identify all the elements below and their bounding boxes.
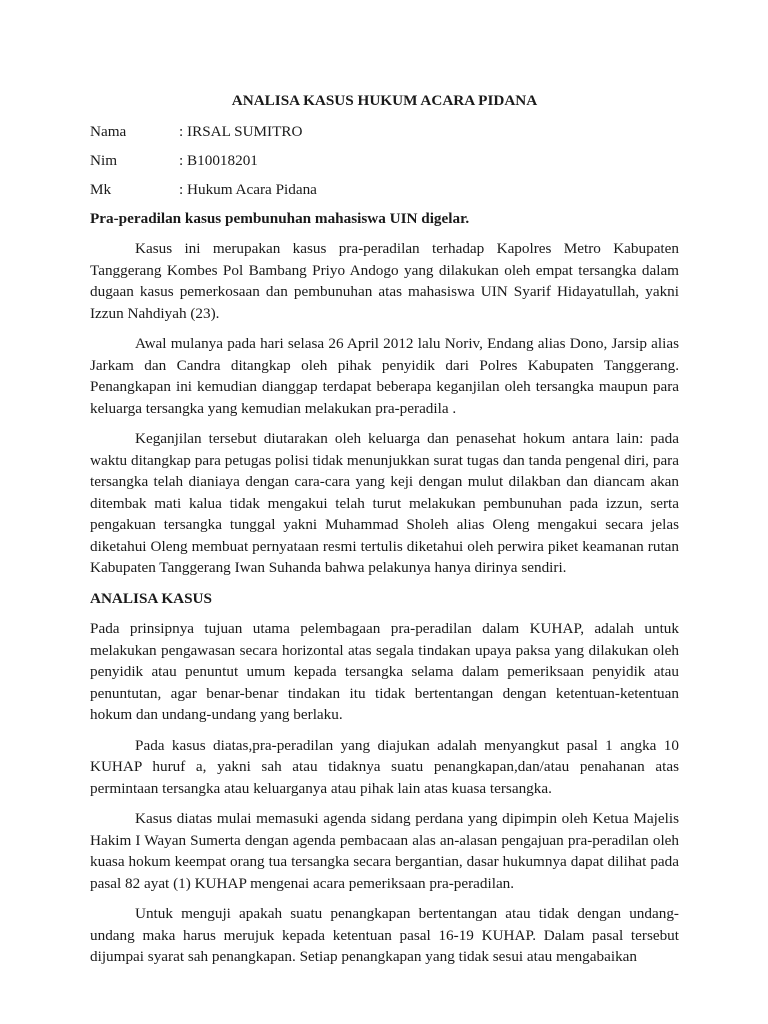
analysis-paragraph: Pada kasus diatas,pra-peradilan yang diajukan adalah menyangkut pasal 1 angka 10 KUHAP huruf a, yakni sah atau tidaknya suatu penangkapan,dan/atau penahanan atas permintaan tersangka atau keluarganya atau pihak lain atas kuasa tersangka. [90,736,679,797]
case-subheading: Pra-peradilan kasus pembunuhan mahasiswa UIN digelar. [90,209,470,227]
analysis-paragraph: Pada prinsipnya tujuan utama pelembagaan pra-peradilan dalam KUHAP, adalah untuk melakukan pengawasan secara horizontal atas segala tindakan upaya paksa yang dilakukan oleh penyidik atau penuntut umum kepada tersangka selama dalam pemeriksaan penyidik atau penuntutan, agar benar-benar tindakan itu tidak bertentangan dengan ketentuan-ketentuan hokum dan undang-undang yang berlaku. [90,620,679,723]
document-page [90,90,679,977]
meta-value: : B10018201 [179,151,258,169]
intro-paragraph: Awal mulanya pada hari selasa 26 April 2012 lalu Noriv, Endang alias Dono, Jarsip alias Jarkam dan Candra ditangkap oleh pihak penyidik dari Polres Kabupaten Tanggerang. Penangkapan ini kemudian dianggap terdapat beberapa keganjilan oleh tersangka maupun para keluarga tersangka yang kemudian melakukan pra-peradila . [90,335,679,417]
analysis-paragraph: Untuk menguji apakah suatu penangkapan bertentangan atau tidak dengan undang-undang maka harus merujuk kepada ketentuan pasal 16-19 KUHAP. Dalam pasal tersebut dijumpai syarat sah penangkapan. Setiap penangkapan yang tidak sesui atau mengabaikan [90,905,679,965]
meta-row-nama [90,121,679,143]
intro-paragraph: Kasus ini merupakan kasus pra-peradilan terhadap Kapolres Metro Kabupaten Tanggerang Kombes Pol Bambang Priyo Andogo yang dilakukan oleh empat tersangka dalam dugaan kasus pemerkosaan dan pembunuhan atas mahasiswa UIN Syarif Hidayatullah, yakni Izzun Nahdiyah (23). [90,240,679,322]
meta-value: : IRSAL SUMITRO [179,122,303,140]
meta-label: Nama [90,122,127,140]
analysis-heading: ANALISA KASUS [90,589,212,607]
intro-paragraph: Keganjilan tersebut diutarakan oleh keluarga dan penasehat hokum antara lain: pada waktu ditangkap para petugas polisi tidak menunjukkan surat tugas dan tanda pengenal diri, para tersangka telah dianiaya dengan cara-cara yang keji dengan mulut dilakban dan diancam akan ditembak mati kalua tidak mengakui telah turut melakukan pembunuhan pada izzun, serta pengakuan tersangka tunggal yakni Muhammad Sholeh alias Oleng mengakui secara jelas diketahui Oleng membuat pernyataan resmi tertulis diketahui oleh perwira piket keamanan rutan Kabupaten Tanggerang Iwan Suhanda bahwa pelakunya hanya dirinya sendiri. [90,430,679,576]
meta-value: : Hukum Acara Pidana [179,180,317,198]
analysis-paragraph: Kasus diatas mulai memasuki agenda sidang perdana yang dipimpin oleh Ketua Majelis Hakim I Wayan Sumerta dengan agenda pembacaan alas an-alasan pengajuan pra-peradilan oleh kuasa hokum keempat orang tua tersangka secara bergantian, dasar hukumnya dapat dilihat pada pasal 82 ayat (1) KUHAP mengenai acara pemeriksaan pra-peradilan. [90,810,679,892]
meta-label: Nim [90,151,118,169]
meta-row-nim [90,150,679,172]
document-title: ANALISA KASUS HUKUM ACARA PIDANA [231,92,538,109]
meta-row-mk [90,179,679,201]
meta-label: Mk [90,180,112,198]
